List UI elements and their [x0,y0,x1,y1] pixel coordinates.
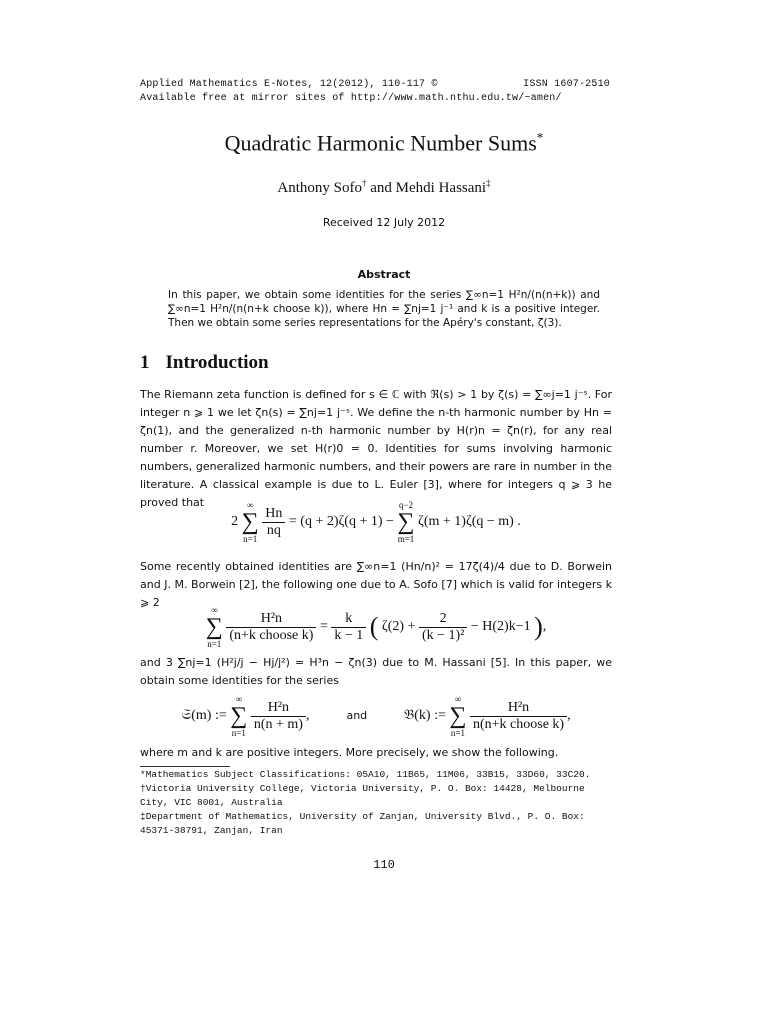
paragraph-2: Some recently obtained identities are ∑∞n=1 (Hn/n)² = 17ζ(4)/4 due to D. Borwein and J. M. Borwein [2], the following one due to A. Sofo [7] which is valid for integers k ⩾ 2 [140,560,612,609]
euler-sum [242,500,259,544]
euler-tail: ζ(m + 1)ζ(q − m) . [418,514,521,530]
paragraph-4: where m and k are positive integers. More precisely, we show the following. [140,746,559,759]
sofo-sum-top: ∞ [211,605,218,615]
paper-title-text: Quadratic Harmonic Number Sums [224,130,537,156]
s-sum [230,694,247,738]
sigma-symbol: ∑ [397,509,415,535]
s-lhs: 𝔖(m) := [181,708,227,724]
abstract-heading: Abstract [357,268,411,281]
sofo-tail: − H(2)k−1 [470,619,531,635]
sofo-two-denominator: (k − 1)² [421,627,465,643]
equation-definitions [140,694,612,738]
paragraph-1: The Riemann zeta function is defined for s ∈ ℂ with ℜ(s) > 1 by ζ(s) = ∑∞j=1 j⁻ˢ. For integer n ⩾ 1 we let ζn(s) = ∑nj=1 j⁻ˢ. We define the n-th harmonic number by Hn = ζn(1), and the generalized n-th harmonic number by H(r)n = ζn(r), for any real number r. Moreover, we set H(r)0 = 0. Identities for sums involving harmonic numbers, generalized harmonic numbers, and their powers are rare in number in the literature. A classical example is due to L. Euler [3], where for integers q ⩾ 3 he proved that [140,388,612,509]
sofo-k-numerator: k [331,611,366,628]
title-footnote-mark: * [536,130,544,145]
euler-sum2-top: q−2 [398,500,414,510]
b-sum-top: ∞ [454,694,462,704]
b-sum [449,694,466,738]
b-lhs: 𝔅(k) := [404,708,446,724]
sofo-k-fraction [331,611,366,644]
sofo-sum-bottom: n=1 [207,639,222,649]
s-end: , [305,708,310,724]
euler-denominator: nq [266,522,281,538]
equation-sofo [140,605,612,649]
euler-sum-2 [397,500,414,544]
s-numerator: H²n [251,700,306,717]
equation-euler [140,500,612,544]
sofo-fraction [226,611,316,644]
defs-and: and [346,709,368,723]
page-number: 110 [373,858,395,872]
sofo-two-fraction [419,611,467,644]
s-denominator: n(n + m) [253,716,303,732]
sofo-body: ζ(2) + [381,619,416,635]
euler-numerator: Hn [262,506,285,523]
footnote-3: ‡Department of Mathematics, University of Zanjan, University Blvd., P. O. Box: 45371-38791, Zanjan, Iran [140,811,585,836]
author-2: Mehdi Hassani [395,180,487,196]
author-1-mark: † [362,178,367,188]
author-2-mark: ‡ [486,178,491,188]
s-sum-bottom: n=1 [231,728,246,738]
b-fraction [470,700,567,733]
sofo-sum [206,605,223,649]
section-heading [140,352,269,374]
euler-fraction [262,506,285,539]
footnote-rule [140,766,230,767]
sofo-denominator: (n+k choose k) [229,627,314,643]
left-paren: ( [369,612,379,641]
s-fraction [251,700,306,733]
b-sum-bottom: n=1 [450,728,465,738]
paragraph-3: and 3 ∑nj=1 (H²j/j − Hj/j²) = H³n − ζn(3) due to M. Hassani [5]. In this paper, we obtain some identities for the series [140,656,612,687]
b-end: , [567,708,571,724]
abstract-text: In this paper, we obtain some identities for the series ∑∞n=1 H²n/(n(n+k)) and ∑∞n=1 H²n/(n(n+k choose k)), where Hn = ∑nj=1 j⁻¹ and k is a positive integer. Then we obtain some series representations for the Apéry's constant, ζ(3). [168,289,600,329]
paper-title [0,130,768,156]
received-date: Received 12 July 2012 [322,216,446,229]
author-1: Anthony Sofo [277,180,362,196]
sigma-symbol: ∑ [241,509,259,535]
footnote-2: †Victoria University College, Victoria University, P. O. Box: 14428, Melbourne City, VIC 8001, Australia [140,783,585,808]
mirror-link[interactable]: Available free at mirror sites of http://www.math.nthu.edu.tw/~amen/ [140,93,562,104]
b-denominator: n(n+k choose k) [472,716,565,732]
footnote-1: *Mathematics Subject Classifications: 05A10, 11B65, 11M06, 33B15, 33D60, 33C20. [140,769,591,780]
section-title: Introduction [165,352,269,373]
sigma-symbol: ∑ [205,614,223,640]
sofo-k-denominator: k − 1 [334,627,364,643]
euler-sum-bottom: n=1 [243,534,258,544]
sigma-symbol: ∑ [449,703,467,729]
s-sum-top: ∞ [235,694,242,704]
right-paren: ) [534,612,543,641]
sofo-two-numerator: 2 [419,611,467,628]
journal-citation: Applied Mathematics E-Notes, 12(2012), 110-117 © [140,79,438,90]
journal-header [140,78,610,106]
authors [0,178,768,197]
section-number: 1 [140,352,150,373]
authors-and: and [370,180,392,196]
euler-sum-top: ∞ [247,500,254,510]
footnotes [140,768,612,838]
b-numerator: H²n [470,700,567,717]
sigma-symbol: ∑ [230,703,248,729]
euler-coef: 2 [231,514,239,530]
issn: ISSN 1607-2510 [523,79,610,90]
euler-rhs: = (q + 2)ζ(q + 1) − [288,514,394,530]
sofo-numerator: H²n [226,611,316,628]
euler-sum2-bottom: m=1 [397,534,415,544]
sofo-end: , [542,619,547,635]
sofo-equals: = [319,619,328,635]
